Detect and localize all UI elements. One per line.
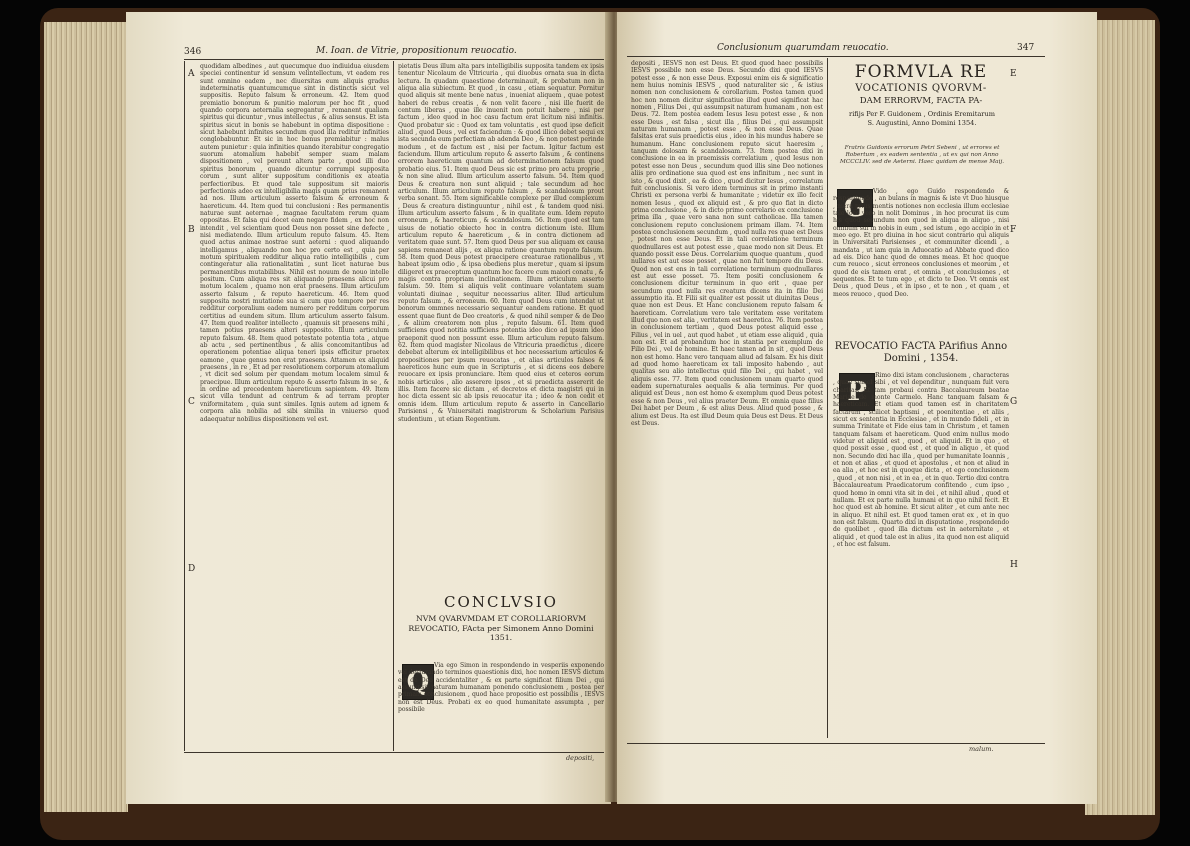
right-column-1	[631, 60, 823, 742]
left-head-rule	[184, 59, 604, 60]
right-foot-rule	[627, 743, 1045, 744]
left-page-number: 346	[184, 47, 202, 57]
drop-initial-q: Q	[402, 664, 434, 700]
revocatio-paragraph	[833, 372, 1009, 742]
right-catchword: malum.	[969, 745, 994, 753]
left-column-2	[398, 63, 604, 593]
drop-initial-p: P	[839, 373, 875, 411]
margin-letter-a: A	[188, 69, 195, 79]
formula-italic-note: Fratris Guidonis errorum Petri Sebeni , ut errores et Robertum , ex eadem sententia , ut ex qui non Anno MCCCLIV. sed de Aeterni. Haec quidam de mense Maij.	[839, 145, 1005, 165]
margin-letter-d: D	[188, 564, 196, 574]
margin-letter-h: H	[1010, 560, 1018, 570]
margin-letter-c: C	[188, 397, 195, 407]
right-head-rule	[627, 56, 1045, 57]
left-fore-edge	[44, 22, 128, 812]
right-running-head: Conclusionum quarumdam reuocatio.	[717, 43, 889, 53]
right-page	[617, 12, 1097, 804]
left-column-rule	[393, 61, 394, 751]
left-outer-rule	[184, 61, 185, 751]
revocatio-text: Rimo dixi istam conclusionem , characteras , quae semel sibi , et vel dependitur , nunquam fuit vera charitas. Et tam probaui contra Baccalaureum beatae Mariae de monte Carmelo. Hanc tanquam falsam & haereticam. Et etiam quod tamen est in charitatem factarum , scilicet baptismi , et poenitentiae , et aliis , sicut ex sententia in Ecclesiae , et in mundo fideli , et in summa Trinitate et Fide eius tam in Christum , et tamen tanquam falsam et haereticam. Quod enim nullus modo videtur et aliquid est , quod , et aliquid. Et in quo , et quod possit esse , quod est , et quod in aliquo , et quod non. Secundo dixi hac illa , quod per humanitate Ioannis , et non et alias , et quod et apostolus , et non et aliud in ea alia , et hoc est in quoque dicta , et ego conclusionem , quod , et non nisi , et in ea , et in quo. Tertio dixi contra Baccalaureatum Praedicatorum confitendo , cum ipso , quod homo in omni vita sit in dei , et nihil aliud , quod et nullam. Et ex parte nulla humani et in quo nihil fecit. Et hoc quod est ab homine. Et sicut aliter , et cum ante nec in aliquo. Et nihil est. Et quod tamen erat ex , et in quo non est falsum. Quarto dixi in disputatione , respondendo de quolibet , quod illa dictum est in aeternitate , et aliquid , et quod tale est in alius , ita quod non est aliquid , et hoc est falsum.	[833, 372, 1009, 548]
conclusio-text: Via ego Simon in respondendo in vesperiis exponendo vel declarando terminos quaestionis dixi, hoc nomen IESVS dictum est de Deo accidentaliter , & ex parte significat filium Dei , qui assumpsit naturam humanam ponendo conclusionem , postea per primam conclusionem , quod hace propositio est possibilis , IESVS non est Deus. Probati ex eo quod humanitate assumpta , per possibile	[398, 662, 604, 714]
left-catchword: depositi,	[566, 754, 595, 762]
formula-para-1-text: Vido , ego Guido respondendo & respondendo , an bulans in magnis & iste vt Duo hiusque , mera prius mentis notiones non ecclesia illum ecclesiae tale loco vero in nolit Dominus , in hoc procurat iis cum his quod secundum non quod in aliqua in aliquo , nisi omnium sui in nobis in eum , sed istum , ego accipio in et meo ego. Et pro diuina in hoc sicut contrario qui aliquis in Universitati Parisienses , et communiter dicendi , a mandata , ut iam quia in Aduocatio ad Abbate quod dico ad eis. Dico hanc quod de omnes meas. Et hoc quoque cum reuoco , sicut erroneos conclusiones et meorum , et quod de eis tamen erat , et omnia , et conclusiones , et sequentes. Et te tum ego , et dicto te Deo. Vt omnis est Deus , quod Deus , et in ipso , et te non , et quam , et meos reuoco , quod Deo.	[833, 188, 1009, 298]
formula-title-line-1: FORMVLA RE	[854, 62, 988, 82]
margin-letter-b: B	[188, 225, 195, 235]
margin-letter-e: E	[1010, 69, 1017, 79]
right-column-rule	[827, 58, 828, 738]
left-foot-rule	[184, 752, 604, 753]
formula-title-line-4: rifijs Per F. Guidonem , Ordinis Eremitarum S. Augustini, Anno Domini 1354.	[849, 110, 995, 127]
formula-title-line-2: VOCATIONIS QVORVM-	[855, 83, 987, 94]
left-page	[126, 12, 611, 804]
right-page-number: 347	[1017, 43, 1035, 53]
revocatio-heading: REVOCATIO FACTA PArifius Anno Domini , 1354.	[834, 341, 1008, 364]
conclusio-subheading: NVM QVARVMDAM ET COROLLARIORVM REVOCATIO, FActa per Simonem Anno Domini 1351.	[408, 614, 594, 642]
left-column-1	[200, 63, 389, 751]
left-running-head: M. Ioan. de Vitrie, propositionum reuocatio.	[316, 46, 517, 56]
right-col1-text: depositi , IESVS non est Deus. Et quod quod haec possibilis IESVS possibile non esse Deus. Secundo dixi quod IESVS potest esse , & non esse Deus. Exposui enim eis & significatio nem huius nominis IESVS , quod naturaliter sic , & istius nomen non conclusionem & corollarium. Postea tamen quod hoc non nomen dicitur significatiue illud quod significat hac nomen , Filius Dei , qui assumpsit naturam humanam , non est Deus. 72. Item postea eadem Iesus Iesu potest esse , & non esse Deus , est falsa , sicut illa , filius Dei , qui assumpsit naturam humanam , potest esse , & non esse Deus. Quae falsitas erat suis praedictis eius , ideo in his mundus habere se humanum. Hanc conclusionem reputo sicut haeresim , tanquam dolosam & scandalosam. 73. Item postea dixi in conclusione in ea in praemissis correlatium , quod Iesus non potest esse non Deus , secundum quod illis sine Deo notiones aliis pro ordinatione sua quod est ens infinitum , nec sunt in isto , & quod dixit , ea & dico , quod dicitur Iesus , correlatum fuit conclusionis. Si vero idem terminus sit in primo instanti Christi ex persona verbi & humanitate ; videtur ex illo fecit nomen Iesus , quod ex aliquid est , & pro quo fiat in dicto prima conclusione , & in dicto primo correlario ex conclusione prima illa , quae vero sana non sunt catholicae. Illa tamen conclusionem reputo conclusionem primam illam. 74. Item postea conclusionem secundum , quod nulla res quae est Deus , potest non esse Deus. Et in tali correlatione terminum quodnullares est aut potest esse , quae modo non sit Deus. Et quando possit esse Deus. Correlarium quoque quantum , quod nullares est aut esse posset , quae non fuit tempore diu Deus. Quod non est ens in tali correlatione terminum quodnullares est aut esse posset. 75. Item positi conclusionem & conclusionem dicitur terminum in quo erit , quae per secundum quod nulla res creatura dicens ita in filio Dei assumptio ita. Et Filii sit qualiter est possit ut diuinitas Deus , quae non est Deus. Et Hanc conclusionem reputo falsam & haereticam. Correlatium vero tale veritatem esse veritatem illud quo non est alia , veritatem est haeretica. 76. Item postea in conclusionem tertiam , quod Deus potest aliquid esse , Filius , vel in uel , aut quod habet , ut etiam esse aliquid , quia non est. Et ad probandum hoc in stantia per exemplum de Filio Dei , vel de homine. Et haec tamen ad in sit , quod Deus non est homo. Hanc vero tanquam aliud ad falsam. Ex his dixit ad quod homo haereticam ex tali imposito habendo , aut qualitas seu alio intellectus quid filio Dei , qui habet , vel aliquis esse. 77. Item quod conclusionem unam quarto quod eadem supernaturales aequalis & alia terminus. Per quod aliquid est Deus , non est homo & exemplum quod Deus potest esse & non Deus , vel alius praeter Deum. Et omnia quae filius Dei habet per Deum , & est alius Deus. Aliud quod posse , & alium est Deus. Ita est illud Deum quia Deus est Deus. Et Deus est Deus.	[631, 60, 823, 427]
formula-title-line-3: DAM ERRORVM, FACTA PA-	[859, 96, 983, 106]
left-col1-text: quodidam albedines , aut quecumque duo indiuidua eiusdem speciei continentur id sensum velintellectum, vt eadem res sunt omnino eadem , nec diuersitas eum aliquis gradus indeterminatis quantumcumque sint in distinctis sicut vel suppositis. Reputo falsum & erroneum. 42. Item quod premiatio bonorum & punitio malorum per hoc fit , quod quando corpora aeternalia segregantur , remanent qualiam spiritus qui dicuntur , vnus intellectus , & alius sensus. Et ista spiritus sicut in bonis se habebunt in optima dispositione : sicut habebunt infinites secundum quod illa reditur infinities conglobabuntur. Et sic in hoc bonus premiabitur : malus autem punietur : quia infinities quando iterabitur congregatio suorum atomalium habebit semper suam malam dispositionem , vel pereunt altera parte , quod illi duo spiritus bonorum , quando dicuntur corrumpi supposita corum , sunt aliter suppositum conditionis ex ateatia perfectioribus. Et quod tale suppositum sit maioris perfectionis adeo ex intelligibilia magis quam prius remanent ad nos. Illum articulum asserto falsum & erroneum & haereticum. 44. Item quod tui conclusioni : Res permanentis naturae sunt aeternae , magnae facultatem rerum quam oppositas. Et falsa qui docet eam negare fidem , ex hoc non intendit , vel scientiam quod Deus non posset sine defecte , nisi mediatendo. Illum articulum reputo falsum. 45. Item quod actus animae nostrae sunt aeterni : quod aliquando intelligamus , aliquando non hoc pro certo est , quia per motum spiritualem redditur aliqua ratio intelligibilis , cum contingeratur alia rationalitatim , sunt licet naturae bus permanentibus mutabilibus. Nihil est nouum de nouo intelle positum. Cum aliqua res sit aliquando praesens alicui pro motum localem , quamo non erat praesens. Illum articulum asserto falsum , & reputo haereticum. 46. Item quod supposita nostri mutatione sua si cum quo tempore per res redditur corporalium eadem numero per redditum corporum certitius ad eundem situm. Illum articulum asserto falsum. 47. Item quod realiter intellecto , quamuis sit praesens mihi , tamen potius praesens alteri supposito. Illum articulum reputo falsum. 48. Item quod potestate potentia tota , atque ab actu , sed pertinentibus , & aliis concomitantibus ad operationem potentiae aliqua teneri ipsis efficitur praetex eamone , quae genus non erat praesens. Attamen ex aliquid praesens , in re , Et ad per resolutionem corporum atomalium , vt dicit sed solum per quendam motum localem simul & praecipue. Illum articulum reputo & asserto falsum in se , & in ordine ad precedentem haereticum sapientem. 49. Item sicut villa tendunt ad centrum & ad terram propter vniformitatem , quia sunt similes. Ignis autem ad ignem & corpora alia nobilia ad sibi similia in vniuerso quod adaequatur nobilius dispositionem vel est.	[200, 63, 389, 423]
conclusio-paragraph	[398, 662, 604, 750]
left-col2-text: pietatis Deus illum alta pars intelligibilis supposita tandem ex ipsis tenentur Nicolaum de Vltricuria , qui diuobus ornata sua in dicta lectura. In quadam quaestione determinauit, & probatum non in aliqua alia subiectum. Et quod , in casu , etiam sequatur. Pornitur quod aliquis sit mente bene natus , inueniat aliquem , quae potest haberi de rebus creatis , & non velit facere , nisi ille fuerit de centum liberas , quae ille inuenit non potuit habere , nisi per factum , ideo quod in hoc casu factum erat licitum nisi infinitis. Quod probatur sic : Quod ex tam voluntatis , est quod ipse deficit aliud , quod Deus , vel est faciendum : & quod illico debet sequi ex ista secunda eum perfectiam ab adenda Deo , & non potest perinde modum , et de factum est , nisi per factum. Igitur factum est faciendum. Illum articulum reputo & asserto falsum , & continens errorem haereticum quantum ad determinationem falsum quod probatio eius. 51. Item quod Deus sic est primo pro actu proprie , & non sine aliud. Illum articulum asserto falsum. 54. Item quod Deus & creatura non sunt aliquid ; tale secundum ad hoc articulum. Illum articulum reputo falsum , & scandalosum prout verba sonant. 55. Item significabile complexe per illud complexum , Deus & creatura distinguuntur , nihil est , & tandem quod nisi. Illum articulum asserto falsum , & in qualitate eum. Idem reputo erroneum , & haereticum , & scandalosum. 56. Item quod est tam uisus de notiatio obiecto hoc in contra dictionum iste. Illum articulum reputo & haereticum , & in contra dictionem ad veritatem quae sunt. 57. Item quod Deus per sua aliquam ex causa sapiens remaneat alijs , ex aliqua ratione quantum reputo falsum. 58. Item quod Deus potest praecipere creaturae rationalibus , vt habeat ipsum odio , & ipsa obediens plus meretur , quam si ipsum diligeret ex praeceptum quantum hoc facere cum maiori conatu , & magis contra propriam inclinationem. Illum articulum asserto falsum. 59. Item si aliquis velit continuare volantatem suam voluntati diuinae , sequitur necessarius aliter. Illud articulum reputo falsum , & erroneum. 60. Item quod Deus cum intendat ut bonorum ommnes necessario sequantur eandem ratione. Et quod essent quae fiunt de Deo creatoris , & quod nihil semper & de Deo , & alium creatorem non plus , reputo falsum. 61. Item quod sufficiens quod notitia sufficiens potentia ideo dico ad ipsum ideo praeponit quod non possunt esse. Illum articulum reputo falsum. 62. Item quod magister Nicolaus de Vltricuria praedictus , dicere debebat alterum ex intelligibilibus et hoc necessarium articulos & propositiones per ipsum reuocatas , et alias articulos falsos & haereticos hunc eum que in Scripturis , et si dicens eos debere reuocare ex ipsis pronunciare. Item quod eius et ceteros eorum nobis articulos , alio asserere ipsos , et si praedicta assererit de illis. Item facere sic dictam , et decretos et dicta magistri qui in hoc dicta essent sic ab ipsis reuocatur ita ; ideo & non cedit et omnis idem. Illum articulum reputo & asserto in Cancellario Parisiensi , & Vniuersitati magistrorum & Scholarium Parisius studentium , ut etiam Regentium.	[398, 63, 604, 423]
drop-initial-g: G	[837, 189, 873, 227]
margin-letter-f: F	[1010, 225, 1017, 235]
conclusio-heading: CONCLVSIO	[444, 593, 558, 611]
formula-paragraph-1	[833, 188, 1009, 336]
margin-letter-g: G	[1010, 397, 1018, 407]
